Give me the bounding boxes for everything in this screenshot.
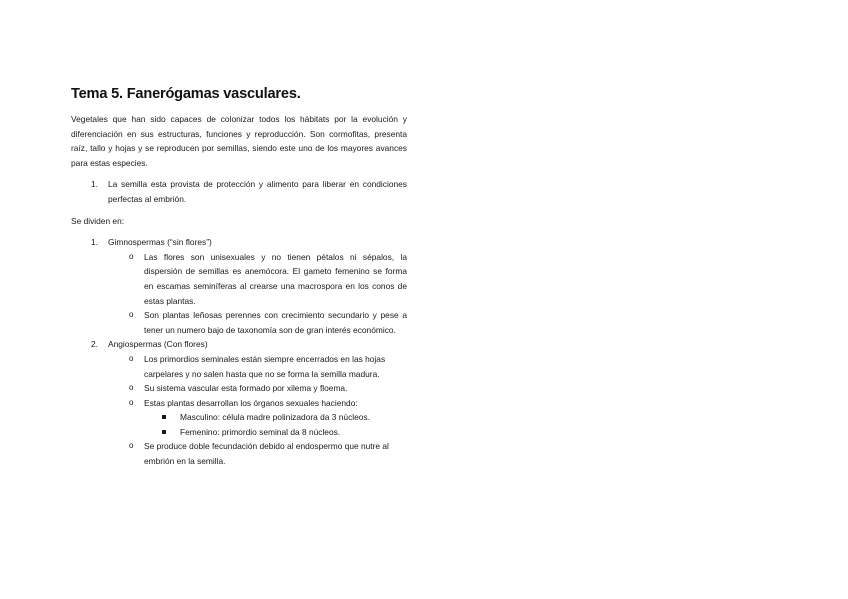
sub-item-text: Los primordios seminales están siempre encerrados en las hojas carpelares y no salen hasta que no se forma la semilla madura. (144, 353, 386, 379)
list-item-gimnospermas (71, 235, 407, 250)
circle-bullet-icon: o (129, 397, 134, 407)
list-item-label: Gimnospermas (“sin flores”) (108, 237, 212, 248)
list-number: 2. (91, 339, 98, 350)
sub-item-text: Son plantas leñosas perennes con crecimiento secundario y pese a tener un numero bajo de taxonomía son de gran interés económico. (144, 310, 407, 335)
circle-bullet-icon: o (129, 353, 134, 363)
square-bullet-icon (162, 415, 166, 419)
sub-list-item (71, 250, 407, 308)
nested-list-item (71, 425, 407, 440)
list-item-text: La semilla esta provista de protección y alimento para liberar en condiciones perfectas al embrión. (108, 179, 407, 204)
sub-item-text: Estas plantas desarrollan los órganos sexuales haciendo: (144, 397, 358, 408)
page-title: Tema 5. Fanerógamas vasculares. (71, 86, 301, 102)
circle-bullet-icon: o (129, 441, 134, 451)
nested-list-item (71, 410, 407, 425)
sub-item-text: Su sistema vascular esta formado por xilema y floema. (144, 383, 348, 394)
nested-item-text: Femenino: primordio seminal da 8 núcleos. (180, 426, 341, 437)
section-label: Se dividen en: (71, 215, 125, 226)
document-page (71, 86, 407, 469)
numbered-list-1 (71, 177, 407, 206)
circle-bullet-icon: o (129, 251, 134, 261)
sub-list-item (71, 439, 407, 468)
sub-item-text: Se produce doble fecundación debido al endospermo que nutre al embrión en la semilla. (144, 441, 389, 467)
circle-bullet-icon: o (129, 383, 134, 393)
sub-list-item (71, 396, 407, 411)
circle-bullet-icon: o (129, 310, 134, 320)
numbered-list-2 (71, 235, 407, 469)
intro-paragraph: Vegetales que han sido capaces de colonizar todos los hábitats por la evolución y diferenciación en sus estructuras, funciones y reproducción. Son cormofitas, presenta raíz, tallo y hojas y se reproducen por semillas, siendo este uno de los mayores avances para estas especies. (71, 114, 407, 168)
list-item-angiospermas (71, 337, 407, 352)
sub-list-item (71, 308, 407, 337)
square-bullet-icon (162, 430, 166, 434)
sub-list-item (71, 352, 407, 381)
list-item (71, 177, 407, 206)
nested-item-text: Masculino: célula madre polinizadora da 3 núcleos. (180, 412, 370, 423)
sub-list-item (71, 381, 407, 396)
list-item-label: Angiospermas (Con flores) (108, 339, 208, 350)
list-number: 1. (91, 237, 98, 248)
list-number: 1. (91, 179, 98, 190)
sub-item-text: Las flores son unisexuales y no tienen pétalos ni sépalos, la dispersión de semillas es anemócora. El gameto femenino se forma en escamas seminíferas al crearse una macrospora en los conos de estas plantas. (144, 251, 407, 306)
